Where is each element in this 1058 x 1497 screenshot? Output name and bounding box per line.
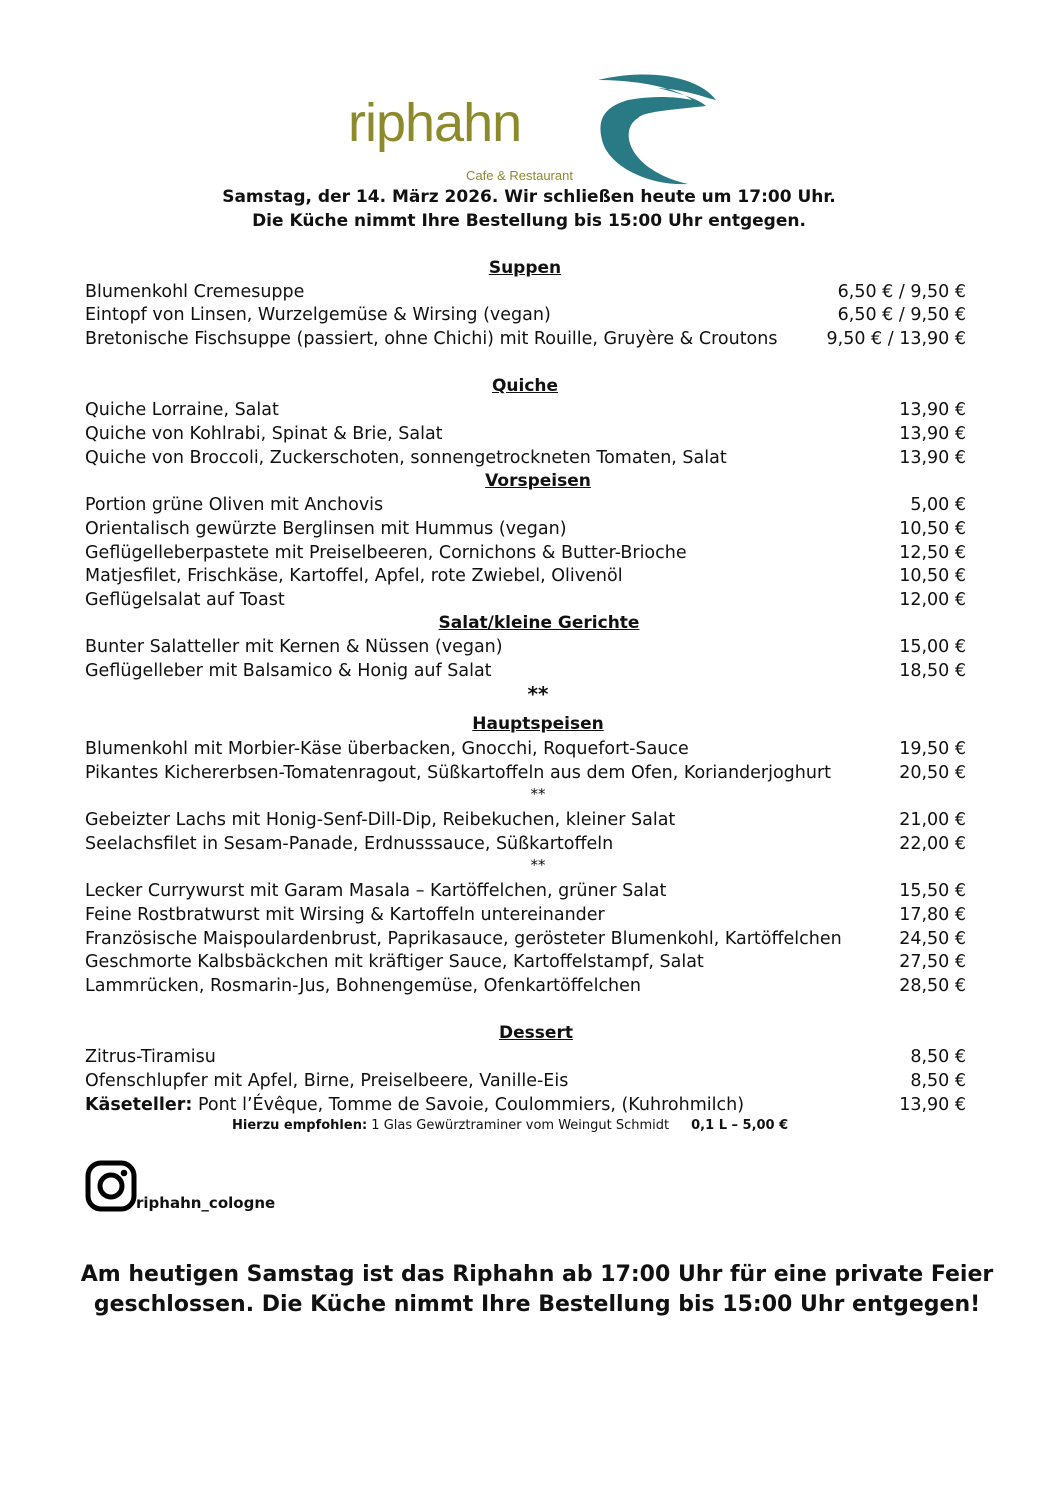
closure-notice-line-1: Am heutigen Samstag ist das Riphahn ab 17:00 Uhr für eine private Feier [80,1262,994,1287]
recommend-label: Hierzu empfohlen: [232,1118,368,1133]
menu-item [85,879,966,903]
menu-item [85,280,966,304]
menu-item-price: 15,50 € [899,881,966,901]
separator: ** [530,856,546,874]
menu-item-price: 13,90 € [899,424,966,444]
menu-item-name: Lammrücken, Rosmarin-Jus, Bohnengemüse, Ofenkartöffelchen [85,976,642,996]
section-salat-heading: Salat/kleine Gerichte [438,613,640,633]
menu-item-label: Käseteller: [85,1095,193,1115]
menu-item-name: Orientalisch gewürzte Berglinsen mit Hummus (vegan) [85,519,567,539]
logo-swoosh-icon [588,70,718,188]
menu-item-price: 24,50 € [899,929,966,949]
menu-item-name: Geflügelsalat auf Toast [85,590,285,610]
menu-item-price: 10,50 € [899,566,966,586]
menu-item-price: 13,90 € [899,400,966,420]
menu-item-name: Portion grüne Oliven mit Anchovis [85,495,384,515]
menu-item [85,588,966,612]
menu-item-price: 5,00 € [910,495,966,515]
menu-item-price: 8,50 € [910,1071,966,1091]
section-suppen-heading: Suppen [488,258,562,278]
menu-item [85,659,966,683]
menu-item-name: Gebeizter Lachs mit Honig-Senf-Dill-Dip, Reibekuchen, kleiner Salat [85,810,676,830]
menu-item-name: Quiche Lorraine, Salat [85,400,279,420]
menu-item-name: Lecker Currywurst mit Garam Masala – Kartöffelchen, grüner Salat [85,881,667,901]
menu-item-name [85,1093,744,1117]
menu-item [85,564,966,588]
separator: ** [527,682,549,706]
instagram-icon[interactable] [85,1160,137,1212]
menu-item-name: Pikantes Kichererbsen-Tomatenragout, Süßkartoffeln aus dem Ofen, Korianderjoghurt [85,763,832,783]
opening-info-line-2: Die Küche nimmt Ihre Bestellung bis 15:00 Uhr entgegen. [252,211,806,231]
menu-item [85,517,966,541]
menu-item-price: 15,00 € [899,637,966,657]
menu-item-name: Blumenkohl Cremesuppe [85,282,305,302]
menu-item-price: 13,90 € [899,448,966,468]
menu-item-name: Feine Rostbratwurst mit Wirsing & Kartoffeln untereinander [85,905,605,925]
menu-item [85,761,966,785]
logo-subtitle: Cafe & Restaurant [466,168,573,183]
menu-item-name: Geflügelleberpastete mit Preiselbeeren, Cornichons & Butter-Brioche [85,543,687,563]
menu-item-name: Quiche von Kohlrabi, Spinat & Brie, Salat [85,424,443,444]
menu-item [85,446,966,470]
menu-item [85,1069,966,1093]
menu-item-price: 13,90 € [899,1095,966,1115]
menu-item-name: Zitrus-Tiramisu [85,1047,216,1067]
opening-info [0,185,1058,233]
menu-item-price: 19,50 € [899,739,966,759]
section-quiche-heading: Quiche [491,376,559,396]
wine-recommendation [232,1117,788,1135]
instagram-handle[interactable]: riphahn_cologne [136,1194,276,1212]
menu-item-price: 9,50 € / 13,90 € [826,329,966,349]
section-vorspeisen-heading: Vorspeisen [485,471,591,491]
menu-item-price: 12,00 € [899,590,966,610]
menu-item-name: Geflügelleber mit Balsamico & Honig auf Salat [85,661,492,681]
menu-item-price: 28,50 € [899,976,966,996]
menu-item-name: Quiche von Broccoli, Zuckerschoten, sonnengetrockneten Tomaten, Salat [85,448,727,468]
menu-item-price: 6,50 € / 9,50 € [837,305,966,325]
menu-item [85,1093,966,1117]
menu-item [85,303,966,327]
logo-wordmark: riphahn [348,93,522,153]
menu-item-name: Blumenkohl mit Morbier-Käse überbacken, Gnocchi, Roquefort-Sauce [85,739,689,759]
menu-item-name: Geschmorte Kalbsbäckchen mit kräftiger Sauce, Kartoffelstampf, Salat [85,952,704,972]
section-haupt-heading: Hauptspeisen [472,714,604,734]
menu-item [85,737,966,761]
menu-item [85,974,966,998]
menu-item-price: 18,50 € [899,661,966,681]
menu-item-name: Ofenschlupfer mit Apfel, Birne, Preiselbeere, Vanille-Eis [85,1071,569,1091]
recommend-text: 1 Glas Gewürztraminer vom Weingut Schmidt [367,1118,670,1133]
menu-item [85,541,966,565]
menu-item-name: Matjesfilet, Frischkäse, Kartoffel, Apfel, rote Zwiebel, Olivenöl [85,566,623,586]
section-dessert-heading: Dessert [499,1023,573,1043]
menu-item-price: 8,50 € [910,1047,966,1067]
menu-item-name: Eintopf von Linsen, Wurzelgemüse & Wirsing (vegan) [85,305,551,325]
menu-item [85,493,966,517]
menu-item [85,327,966,351]
menu-item [85,1045,966,1069]
menu-item-price: 22,00 € [899,834,966,854]
menu-item [85,422,966,446]
menu-item-description: Pont l’Évêque, Tomme de Savoie, Coulommiers, (Kuhrohmilch) [192,1095,745,1115]
menu-item [85,635,966,659]
menu-item [85,950,966,974]
menu-item-price: 10,50 € [899,519,966,539]
menu-item [85,398,966,422]
menu-item [85,927,966,951]
menu-item-price: 12,50 € [899,543,966,563]
closure-notice-line-2: geschlossen. Die Küche nimmt Ihre Bestellung bis 15:00 Uhr entgegen! [93,1292,981,1317]
separator: ** [530,785,546,803]
menu-item-name: Französische Maispoulardenbrust, Paprikasauce, gerösteter Blumenkohl, Kartöffelchen [85,929,842,949]
menu-item [85,903,966,927]
menu-item [85,832,966,856]
menu-item-price: 21,00 € [899,810,966,830]
recommend-price: 0,1 L – 5,00 € [691,1118,789,1133]
menu-item-price: 6,50 € / 9,50 € [837,282,966,302]
menu-item-price: 20,50 € [899,763,966,783]
menu-item [85,808,966,832]
menu-item-name: Bunter Salatteller mit Kernen & Nüssen (vegan) [85,637,503,657]
menu-item-name: Bretonische Fischsuppe (passiert, ohne Chichi) mit Rouille, Gruyère & Croutons [85,329,778,349]
closure-notice [0,1260,1058,1320]
opening-info-line-1: Samstag, der 14. März 2026. Wir schließen heute um 17:00 Uhr. [222,187,836,207]
menu-item-price: 17,80 € [899,905,966,925]
restaurant-logo [348,70,718,188]
menu-item-price: 27,50 € [899,952,966,972]
menu-item-name: Seelachsfilet in Sesam-Panade, Erdnusssauce, Süßkartoffeln [85,834,614,854]
